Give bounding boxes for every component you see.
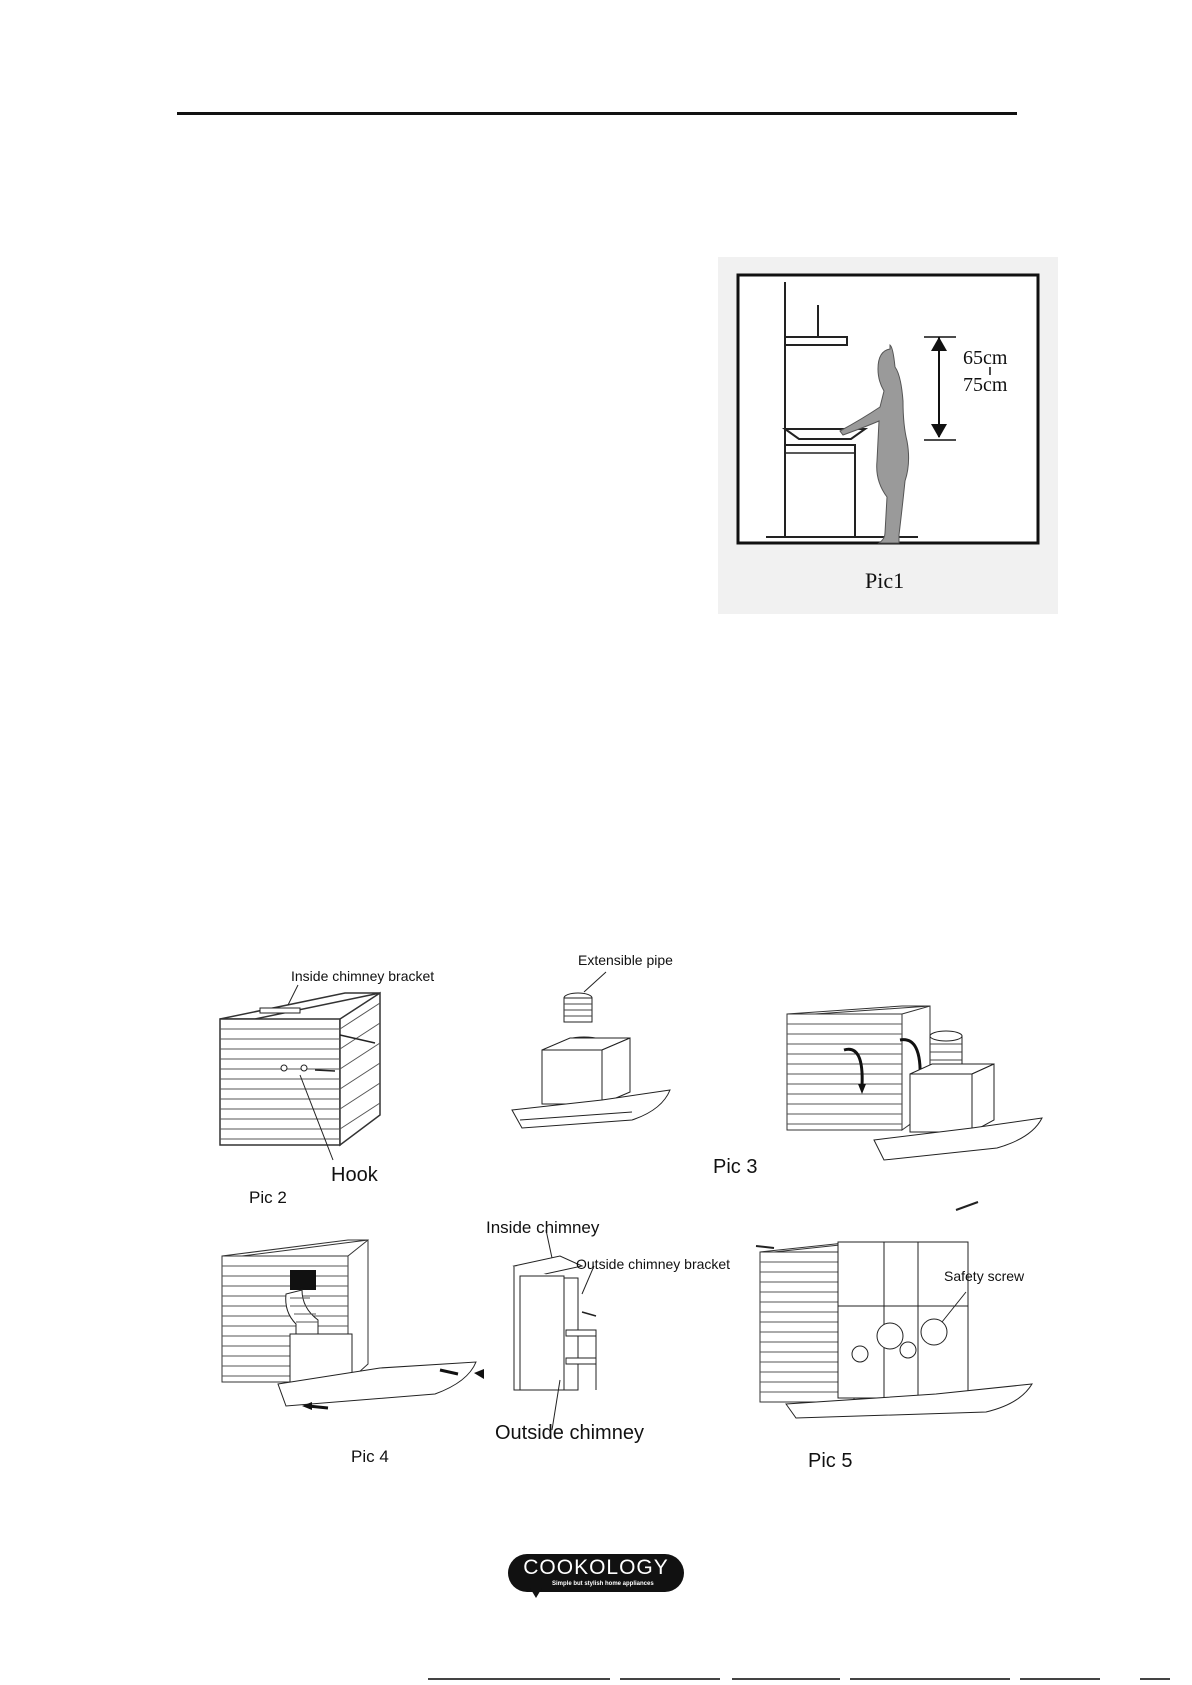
pic1-illustration bbox=[718, 257, 1058, 614]
brand-name: COOKOLOGY bbox=[523, 1556, 669, 1579]
logo-speech-tail bbox=[530, 1588, 542, 1598]
brand-tagline: Simple but stylish home appliances bbox=[552, 1581, 654, 1587]
header-rule bbox=[177, 112, 1017, 115]
pic4-illustration bbox=[220, 1234, 480, 1412]
pic5-illustration bbox=[756, 1198, 1046, 1420]
pic1-figure bbox=[718, 257, 1058, 614]
pic4-label-bracket: Outside chimney bracket bbox=[576, 1256, 731, 1272]
pic4-label-outside: Outside chimney bbox=[495, 1422, 644, 1444]
pic2-label-hook: Hook bbox=[331, 1164, 378, 1186]
pic1-measure-top: 65cm bbox=[963, 347, 1008, 369]
pic3-wall-hood-illustration bbox=[782, 1000, 1044, 1162]
pic2-caption: Pic 2 bbox=[249, 1188, 287, 1207]
pic5-label-screw: Safety screw bbox=[944, 1268, 1025, 1284]
pic2-label-bracket: Inside chimney bracket bbox=[291, 968, 435, 984]
pic3-caption: Pic 3 bbox=[713, 1156, 758, 1178]
pic1-measure-bottom: 75cm bbox=[963, 374, 1008, 396]
brand-logo bbox=[508, 1554, 684, 1592]
pic3-hood-pipe-illustration bbox=[512, 960, 682, 1130]
pic5-caption: Pic 5 bbox=[808, 1450, 853, 1472]
pic4-caption: Pic 4 bbox=[351, 1447, 389, 1466]
pic2-illustration bbox=[205, 985, 405, 1160]
pic3-label-pipe: Extensible pipe bbox=[578, 952, 673, 968]
scan-edge-marks bbox=[0, 1675, 1192, 1685]
pic4-label-inside: Inside chimney bbox=[486, 1218, 600, 1237]
pic1-caption: Pic1 bbox=[865, 568, 905, 593]
